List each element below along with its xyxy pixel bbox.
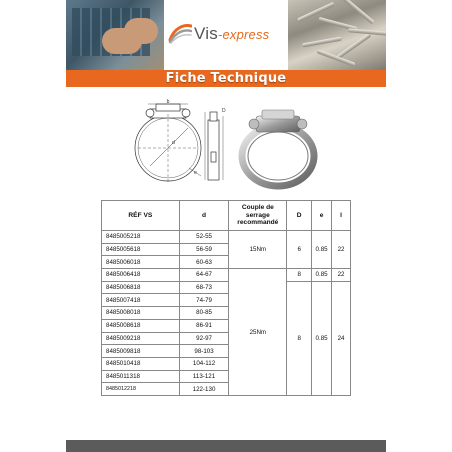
cell-d: 92-97 — [179, 332, 229, 345]
cell-l: 24 — [332, 281, 351, 395]
drawing-label-D: D — [222, 108, 226, 114]
cell-d: 56-59 — [179, 243, 229, 256]
cell-d: 60-63 — [179, 256, 229, 269]
cell-ref: 8485012218 — [102, 383, 180, 396]
cell-ref: 8485009818 — [102, 345, 180, 358]
clamp-technical-drawing — [66, 98, 386, 198]
brand-name: Vis-express — [194, 24, 270, 43]
table-row — [102, 281, 351, 294]
drawing-label-b: b — [166, 99, 170, 105]
cell-ref: 8485006418 — [102, 269, 180, 282]
brand-logo — [164, 0, 288, 70]
drawing-label-e: e — [194, 170, 197, 176]
cell-d: 122-130 — [179, 383, 229, 396]
clamp-schematic — [135, 104, 223, 184]
cell-D: 6 — [287, 231, 312, 269]
cell-torque: 25Nm — [229, 269, 287, 396]
cell-d: 80-85 — [179, 307, 229, 320]
drawing-label-d: d — [172, 140, 175, 146]
cell-ref: 8485010418 — [102, 357, 180, 370]
table-row — [102, 269, 351, 282]
header-d: d — [179, 201, 229, 231]
header-photo-screws — [288, 0, 386, 70]
footer-bar — [66, 440, 386, 452]
logo-swoosh-icon — [168, 22, 192, 44]
header-l: l — [332, 201, 351, 231]
cell-d: 68-73 — [179, 281, 229, 294]
cell-D: 8 — [287, 269, 312, 282]
page-title: Fiche Technique — [165, 71, 287, 86]
cell-torque: 15Nm — [229, 231, 287, 269]
cell-ref: 8485006018 — [102, 256, 180, 269]
cell-d: 104-112 — [179, 357, 229, 370]
header-ref: RÉF VS — [102, 201, 180, 231]
cell-d: 52-55 — [179, 231, 229, 244]
cell-d: 98-103 — [179, 345, 229, 358]
clamp-photo — [242, 110, 314, 186]
cell-ref: 8485007418 — [102, 294, 180, 307]
brand-suffix: -express — [217, 27, 270, 42]
table-row — [102, 231, 351, 244]
header-e: e — [312, 201, 332, 231]
cell-ref: 8485005618 — [102, 243, 180, 256]
cell-e: 0.85 — [312, 231, 332, 269]
cell-ref: 8485006818 — [102, 281, 180, 294]
cell-ref: 8485008618 — [102, 319, 180, 332]
cell-d: 113-121 — [179, 370, 229, 383]
cell-e: 0.85 — [312, 269, 332, 282]
spec-table — [101, 200, 351, 396]
table-header-row — [102, 201, 351, 231]
cell-ref: 8485011318 — [102, 370, 180, 383]
cell-d: 74-79 — [179, 294, 229, 307]
cell-ref: 8485005218 — [102, 231, 180, 244]
cell-l: 22 — [332, 231, 351, 269]
cell-l: 22 — [332, 269, 351, 282]
header-banner — [66, 0, 386, 86]
cell-d: 64-67 — [179, 269, 229, 282]
header-D: D — [287, 201, 312, 231]
technical-sheet-page — [66, 0, 386, 452]
header-torque: Couple de serrage recommandé — [229, 201, 287, 231]
cell-e: 0.85 — [312, 281, 332, 395]
title-bar — [66, 70, 386, 87]
cell-D: 8 — [287, 281, 312, 395]
cell-ref: 8485008018 — [102, 307, 180, 320]
cell-d: 86-91 — [179, 319, 229, 332]
header-photo-workbench — [66, 0, 164, 70]
cell-ref: 8485009218 — [102, 332, 180, 345]
